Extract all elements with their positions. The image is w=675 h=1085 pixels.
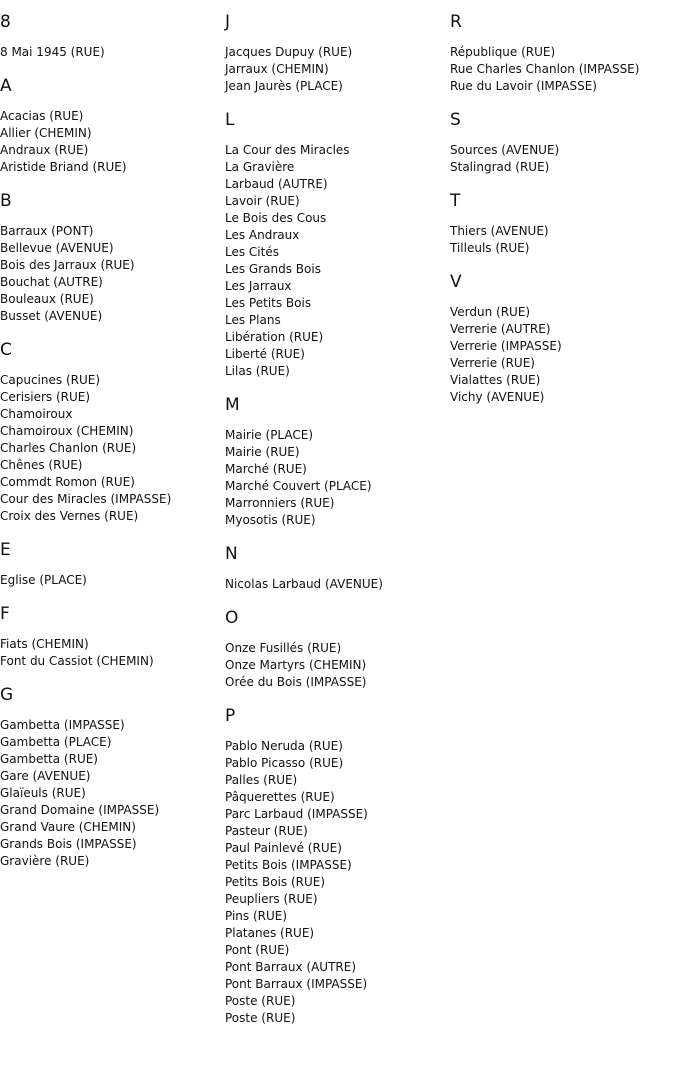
street-item: Acacias (RUE) [0,109,84,123]
street-item: Jacques Dupuy (RUE) [225,45,353,59]
section-letter-heading: L [225,110,235,130]
letter-section [0,10,220,61]
street-item: Pont (RUE) [225,943,290,957]
section-letter-heading: R [450,12,462,32]
section-letter-heading: B [0,191,12,211]
section-letter-heading: C [0,340,12,360]
street-item: Lavoir (RUE) [225,194,300,208]
street-item: Platanes (RUE) [225,926,315,940]
street-list [0,44,220,61]
street-item: Gambetta (RUE) [0,752,98,766]
letter-section [450,189,672,257]
street-item: Barraux (PONT) [0,224,94,238]
letter-section [450,108,672,176]
street-item: Grands Bois (IMPASSE) [0,837,137,851]
street-item: Commdt Romon (RUE) [0,475,135,489]
street-item: Charles Chanlon (RUE) [0,441,137,455]
section-letter-heading: M [225,395,240,415]
street-list [225,576,447,593]
street-item: Bellevue (AVENUE) [0,241,114,255]
street-list [0,372,220,525]
street-item: Verrerie (IMPASSE) [450,339,562,353]
street-item: Busset (AVENUE) [0,309,103,323]
street-list [225,427,447,529]
street-item: Mairie (RUE) [225,445,300,459]
street-list [0,572,220,589]
letter-section [225,606,447,691]
street-item: Orée du Bois (IMPASSE) [225,675,367,689]
street-item: Chênes (RUE) [0,458,83,472]
index-column-3 [450,0,672,419]
street-item: Aristide Briand (RUE) [0,160,127,174]
street-item: Grand Domaine (IMPASSE) [0,803,160,817]
street-item: Thiers (AVENUE) [450,224,549,238]
street-item: Marché Couvert (PLACE) [225,479,372,493]
street-list [225,44,447,95]
street-item: Gambetta (IMPASSE) [0,718,125,732]
street-item: Les Andraux [225,228,300,242]
letter-section [225,704,447,1027]
letter-section [0,538,220,589]
street-item: Petits Bois (RUE) [225,875,326,889]
street-item: Les Jarraux [225,279,292,293]
index-column-1 [0,0,220,883]
street-item: Bois des Jarraux (RUE) [0,258,135,272]
street-item: Myosotis (RUE) [225,513,316,527]
section-letter-heading: J [225,12,231,32]
letter-section [225,542,447,593]
street-item: Fiats (CHEMIN) [0,637,89,651]
street-item: République (RUE) [450,45,556,59]
street-item: Pont Barraux (AUTRE) [225,960,356,974]
letter-section [225,108,447,380]
street-item: Capucines (RUE) [0,373,101,387]
street-item: Cerisiers (RUE) [0,390,91,404]
section-letter-heading: F [0,604,10,624]
letter-section [225,393,447,529]
street-item: Peupliers (RUE) [225,892,318,906]
street-item: Les Cités [225,245,279,259]
section-letter-heading: A [0,76,12,96]
street-item: Le Bois des Cous [225,211,327,225]
street-item: Gambetta (PLACE) [0,735,112,749]
street-item: Mairie (PLACE) [225,428,314,442]
street-item: Allier (CHEMIN) [0,126,92,140]
street-item: La Gravière [225,160,295,174]
street-item: Verdun (RUE) [450,305,531,319]
street-item: Glaïeuls (RUE) [0,786,86,800]
street-item: Les Grands Bois [225,262,321,276]
street-item: Vichy (AVENUE) [450,390,545,404]
section-letter-heading: O [225,608,239,628]
street-item: Petits Bois (IMPASSE) [225,858,352,872]
street-list [450,223,672,257]
street-item: Parc Larbaud (IMPASSE) [225,807,368,821]
street-list [225,738,447,1027]
street-item: Onze Fusillés (RUE) [225,641,342,655]
street-item: Libération (RUE) [225,330,324,344]
street-item: Marché (RUE) [225,462,307,476]
street-item: Tilleuls (RUE) [450,241,530,255]
street-item: Paul Painlevé (RUE) [225,841,342,855]
street-item: Eglise (PLACE) [0,573,87,587]
section-letter-heading: T [450,191,461,211]
letter-section [0,189,220,325]
section-letter-heading: E [0,540,11,560]
street-item: Larbaud (AUTRE) [225,177,328,191]
street-item: Jean Jaurès (PLACE) [225,79,343,93]
street-item: Poste (RUE) [225,1011,296,1025]
street-item: Onze Martyrs (CHEMIN) [225,658,367,672]
letter-section [450,10,672,95]
letter-section [0,74,220,176]
street-item: Font du Cassiot (CHEMIN) [0,654,154,668]
street-item: Cour des Miracles (IMPASSE) [0,492,172,506]
letter-section [225,10,447,95]
street-item: Gravière (RUE) [0,854,90,868]
street-item: La Cour des Miracles [225,143,350,157]
section-letter-heading: G [0,685,14,705]
street-list [450,44,672,95]
street-item: Verrerie (RUE) [450,356,535,370]
street-list [225,640,447,691]
street-item: Pont Barraux (IMPASSE) [225,977,368,991]
street-item: Gare (AVENUE) [0,769,91,783]
street-item: Croix des Vernes (RUE) [0,509,139,523]
letter-section [0,338,220,525]
street-list [0,717,220,870]
street-item: Jarraux (CHEMIN) [225,62,329,76]
street-item: Lilas (RUE) [225,364,290,378]
section-letter-heading: P [225,706,236,726]
street-item: Sources (AVENUE) [450,143,560,157]
street-item: Chamoiroux (CHEMIN) [0,424,134,438]
street-item: Palles (RUE) [225,773,298,787]
street-list [225,142,447,380]
street-item: Les Petits Bois [225,296,312,310]
street-item: Vialattes (RUE) [450,373,541,387]
street-item: Grand Vaure (CHEMIN) [0,820,136,834]
street-item: Rue Charles Chanlon (IMPASSE) [450,62,640,76]
street-item: Marronniers (RUE) [225,496,335,510]
street-item: Andraux (RUE) [0,143,89,157]
street-item: Pins (RUE) [225,909,288,923]
street-item: Bouleaux (RUE) [0,292,94,306]
street-list [450,142,672,176]
letter-section [0,602,220,670]
index-column-2 [225,0,447,1040]
street-item: Verrerie (AUTRE) [450,322,551,336]
street-list [0,636,220,670]
street-item: Liberté (RUE) [225,347,305,361]
street-item: Pablo Picasso (RUE) [225,756,344,770]
street-item: Nicolas Larbaud (AVENUE) [225,577,383,591]
letter-section [0,683,220,870]
section-letter-heading: 8 [0,12,11,32]
street-item: Chamoiroux [0,407,73,421]
section-letter-heading: S [450,110,461,130]
street-list [450,304,672,406]
street-item: Pasteur (RUE) [225,824,308,838]
street-item: Bouchat (AUTRE) [0,275,103,289]
section-letter-heading: V [450,272,462,292]
street-item: Poste (RUE) [225,994,296,1008]
street-item: Rue du Lavoir (IMPASSE) [450,79,597,93]
street-item: 8 Mai 1945 (RUE) [0,45,105,59]
street-item: Stalingrad (RUE) [450,160,550,174]
street-item: Pâquerettes (RUE) [225,790,335,804]
street-item: Les Plans [225,313,281,327]
street-item: Pablo Neruda (RUE) [225,739,343,753]
section-letter-heading: N [225,544,238,564]
street-list [0,108,220,176]
street-list [0,223,220,325]
letter-section [450,270,672,406]
